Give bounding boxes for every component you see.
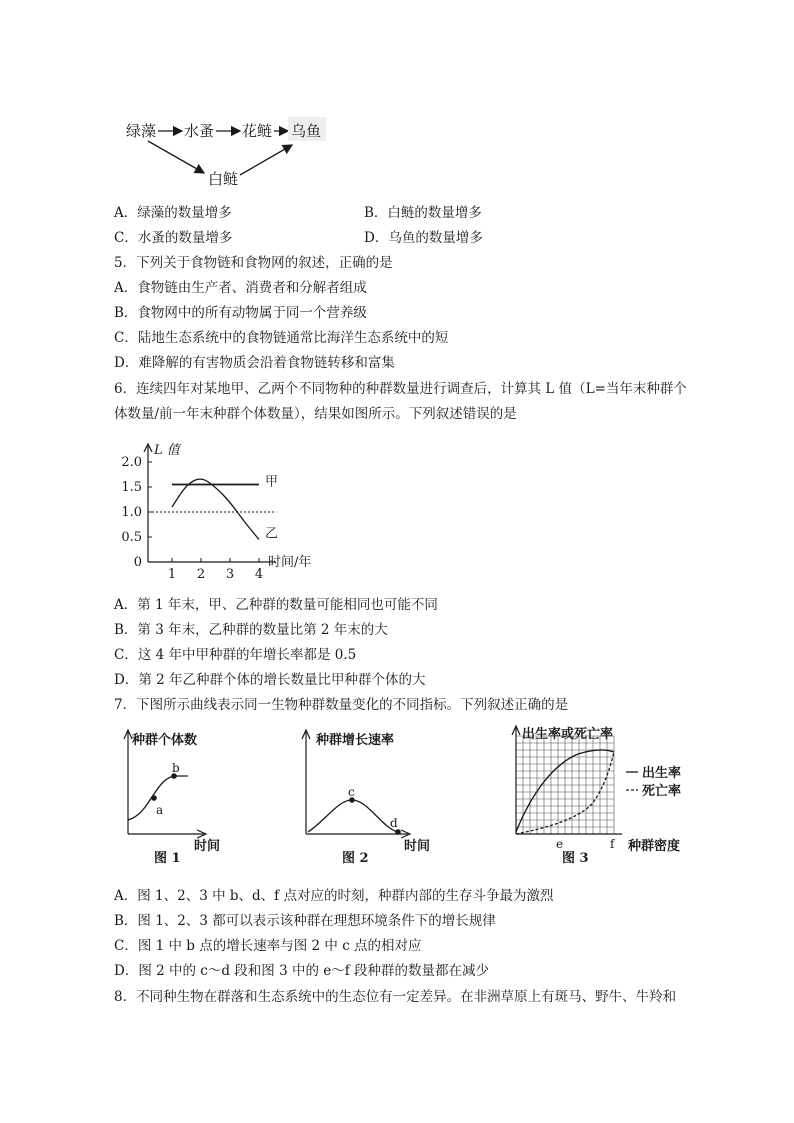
q7-fig2-label-c: c xyxy=(348,785,355,799)
q6-series-label-0: 甲 xyxy=(265,474,279,490)
q6-y-tick-0: 0 xyxy=(133,555,142,570)
q6-series-line-1 xyxy=(172,479,259,539)
q7-fig2-bell-curve xyxy=(308,800,398,832)
q6-option-a: A．第 1 年末，甲、乙种群的数量可能相同也可能不同 xyxy=(114,597,438,613)
q6-x-label: 时间/年 xyxy=(268,555,312,570)
q7-fig3-caption: 图 3 xyxy=(562,851,589,866)
node-silver-carp: 白鲢 xyxy=(208,170,239,188)
q7-fig3-label-e: e xyxy=(556,837,564,851)
q7-fig3-ylabel: 出生率或死亡率 xyxy=(522,727,614,742)
q7-fig3-legend-birth: 出生率 xyxy=(642,766,682,781)
q6-x-tick-3: 4 xyxy=(254,567,264,580)
q7-fig3-label-f: f xyxy=(610,837,615,851)
node-bighead-carp: 花鲢 xyxy=(242,122,273,140)
q6-l-value-chart xyxy=(110,440,340,580)
q7-option-b: B．图 1、2、3 都可以表示该种群在理想环境条件下的增长规律 xyxy=(114,913,496,929)
q7-fig1-xlabel: 时间 xyxy=(194,839,221,854)
q4-option-d: D．乌鱼的数量增多 xyxy=(364,230,483,246)
food-web-diagram xyxy=(120,115,360,195)
q7-figure-3 xyxy=(506,722,696,866)
q7-option-d: D．图 2 中的 c～d 段和图 3 中的 e～f 段种群的数量都在减少 xyxy=(114,963,490,979)
node-algae: 绿藻 xyxy=(126,122,157,140)
q7-fig2-caption: 图 2 xyxy=(342,851,369,866)
q4-option-c: C．水蚤的数量增多 xyxy=(114,230,233,246)
q5-option-a: A．食物链由生产者、消费者和分解者组成 xyxy=(114,280,367,296)
q5-option-d: D．难降解的有害物质会沿着食物链转移和富集 xyxy=(114,355,395,371)
q7-fig1-label-a: a xyxy=(156,803,164,817)
q7-fig2-point-d xyxy=(395,829,401,835)
q6-stem-line2: 体数量/前一年末种群个体数量），结果如图所示。下列叙述错误的是 xyxy=(114,406,517,422)
q7-fig2-ylabel: 种群增长速率 xyxy=(316,733,395,748)
q4-option-a: A．绿藻的数量增多 xyxy=(114,205,232,221)
q7-fig3-xlabel: 种群密度 xyxy=(628,839,681,854)
q7-figure-1 xyxy=(120,724,230,866)
q7-fig1-caption: 图 1 xyxy=(154,851,181,866)
q7-option-c: C．图 1 中 b 点的增长速率与图 2 中 c 点的相对应 xyxy=(114,938,422,954)
q7-fig1-point-a xyxy=(151,795,157,801)
q6-y-tick-3: 1.5 xyxy=(121,480,142,495)
q4-option-b: B．白鲢的数量增多 xyxy=(364,205,482,221)
q5-option-b: B．食物网中的所有动物属于同一个营养级 xyxy=(114,305,367,321)
q6-y-tick-2: 1.0 xyxy=(121,505,142,520)
q6-series-label-1: 乙 xyxy=(265,526,279,542)
q5-stem: 5．下列关于食物链和食物网的叙述，正确的是 xyxy=(114,255,393,271)
q7-fig3-legend-death: 死亡率 xyxy=(642,784,682,799)
q7-figure-2 xyxy=(298,724,448,866)
q6-stem-line1: 6．连续四年对某地甲、乙两个不同物种的种群数量进行调查后，计算其 L 值（L=当年末种群个 xyxy=(114,381,687,397)
q8-stem: 8．不同种生物在群落和生态系统中的生态位有一定差异。在非洲草原上有斑马、野牛、牛羚和 xyxy=(114,989,677,1005)
q6-y-label: L 值 xyxy=(154,443,180,458)
q6-x-tick-2: 3 xyxy=(225,567,235,580)
q6-option-b: B．第 3 年末，乙种群的数量比第 2 年末的大 xyxy=(114,622,388,638)
q7-fig1-label-b: b xyxy=(172,761,180,775)
q5-option-c: C．陆地生态系统中的食物链通常比海洋生态系统中的短 xyxy=(114,330,449,346)
node-snakehead: 乌鱼 xyxy=(291,122,322,140)
q6-x-tick-1: 2 xyxy=(196,567,206,580)
q7-fig2-label-d: d xyxy=(390,816,398,830)
q7-fig1-ylabel: 种群个体数 xyxy=(132,733,198,748)
q6-y-tick-1: 0.5 xyxy=(121,530,142,545)
q6-option-d: D．第 2 年乙种群个体的增长数量比甲种群个体的大 xyxy=(114,672,426,688)
q7-stem: 7．下图所示曲线表示同一生物种群数量变化的不同指标。下列叙述正确的是 xyxy=(114,697,569,713)
q6-option-c: C．这 4 年中甲种群的年增长率都是 0.5 xyxy=(114,647,357,663)
q6-y-tick-4: 2.0 xyxy=(121,455,142,470)
q7-option-a: A．图 1、2、3 中 b、d、f 点对应的时刻，种群内部的生存斗争最为激烈 xyxy=(114,888,554,904)
q7-fig2-xlabel: 时间 xyxy=(404,839,431,854)
node-water-flea: 水蚤 xyxy=(184,122,215,140)
q6-x-tick-0: 1 xyxy=(167,567,177,580)
